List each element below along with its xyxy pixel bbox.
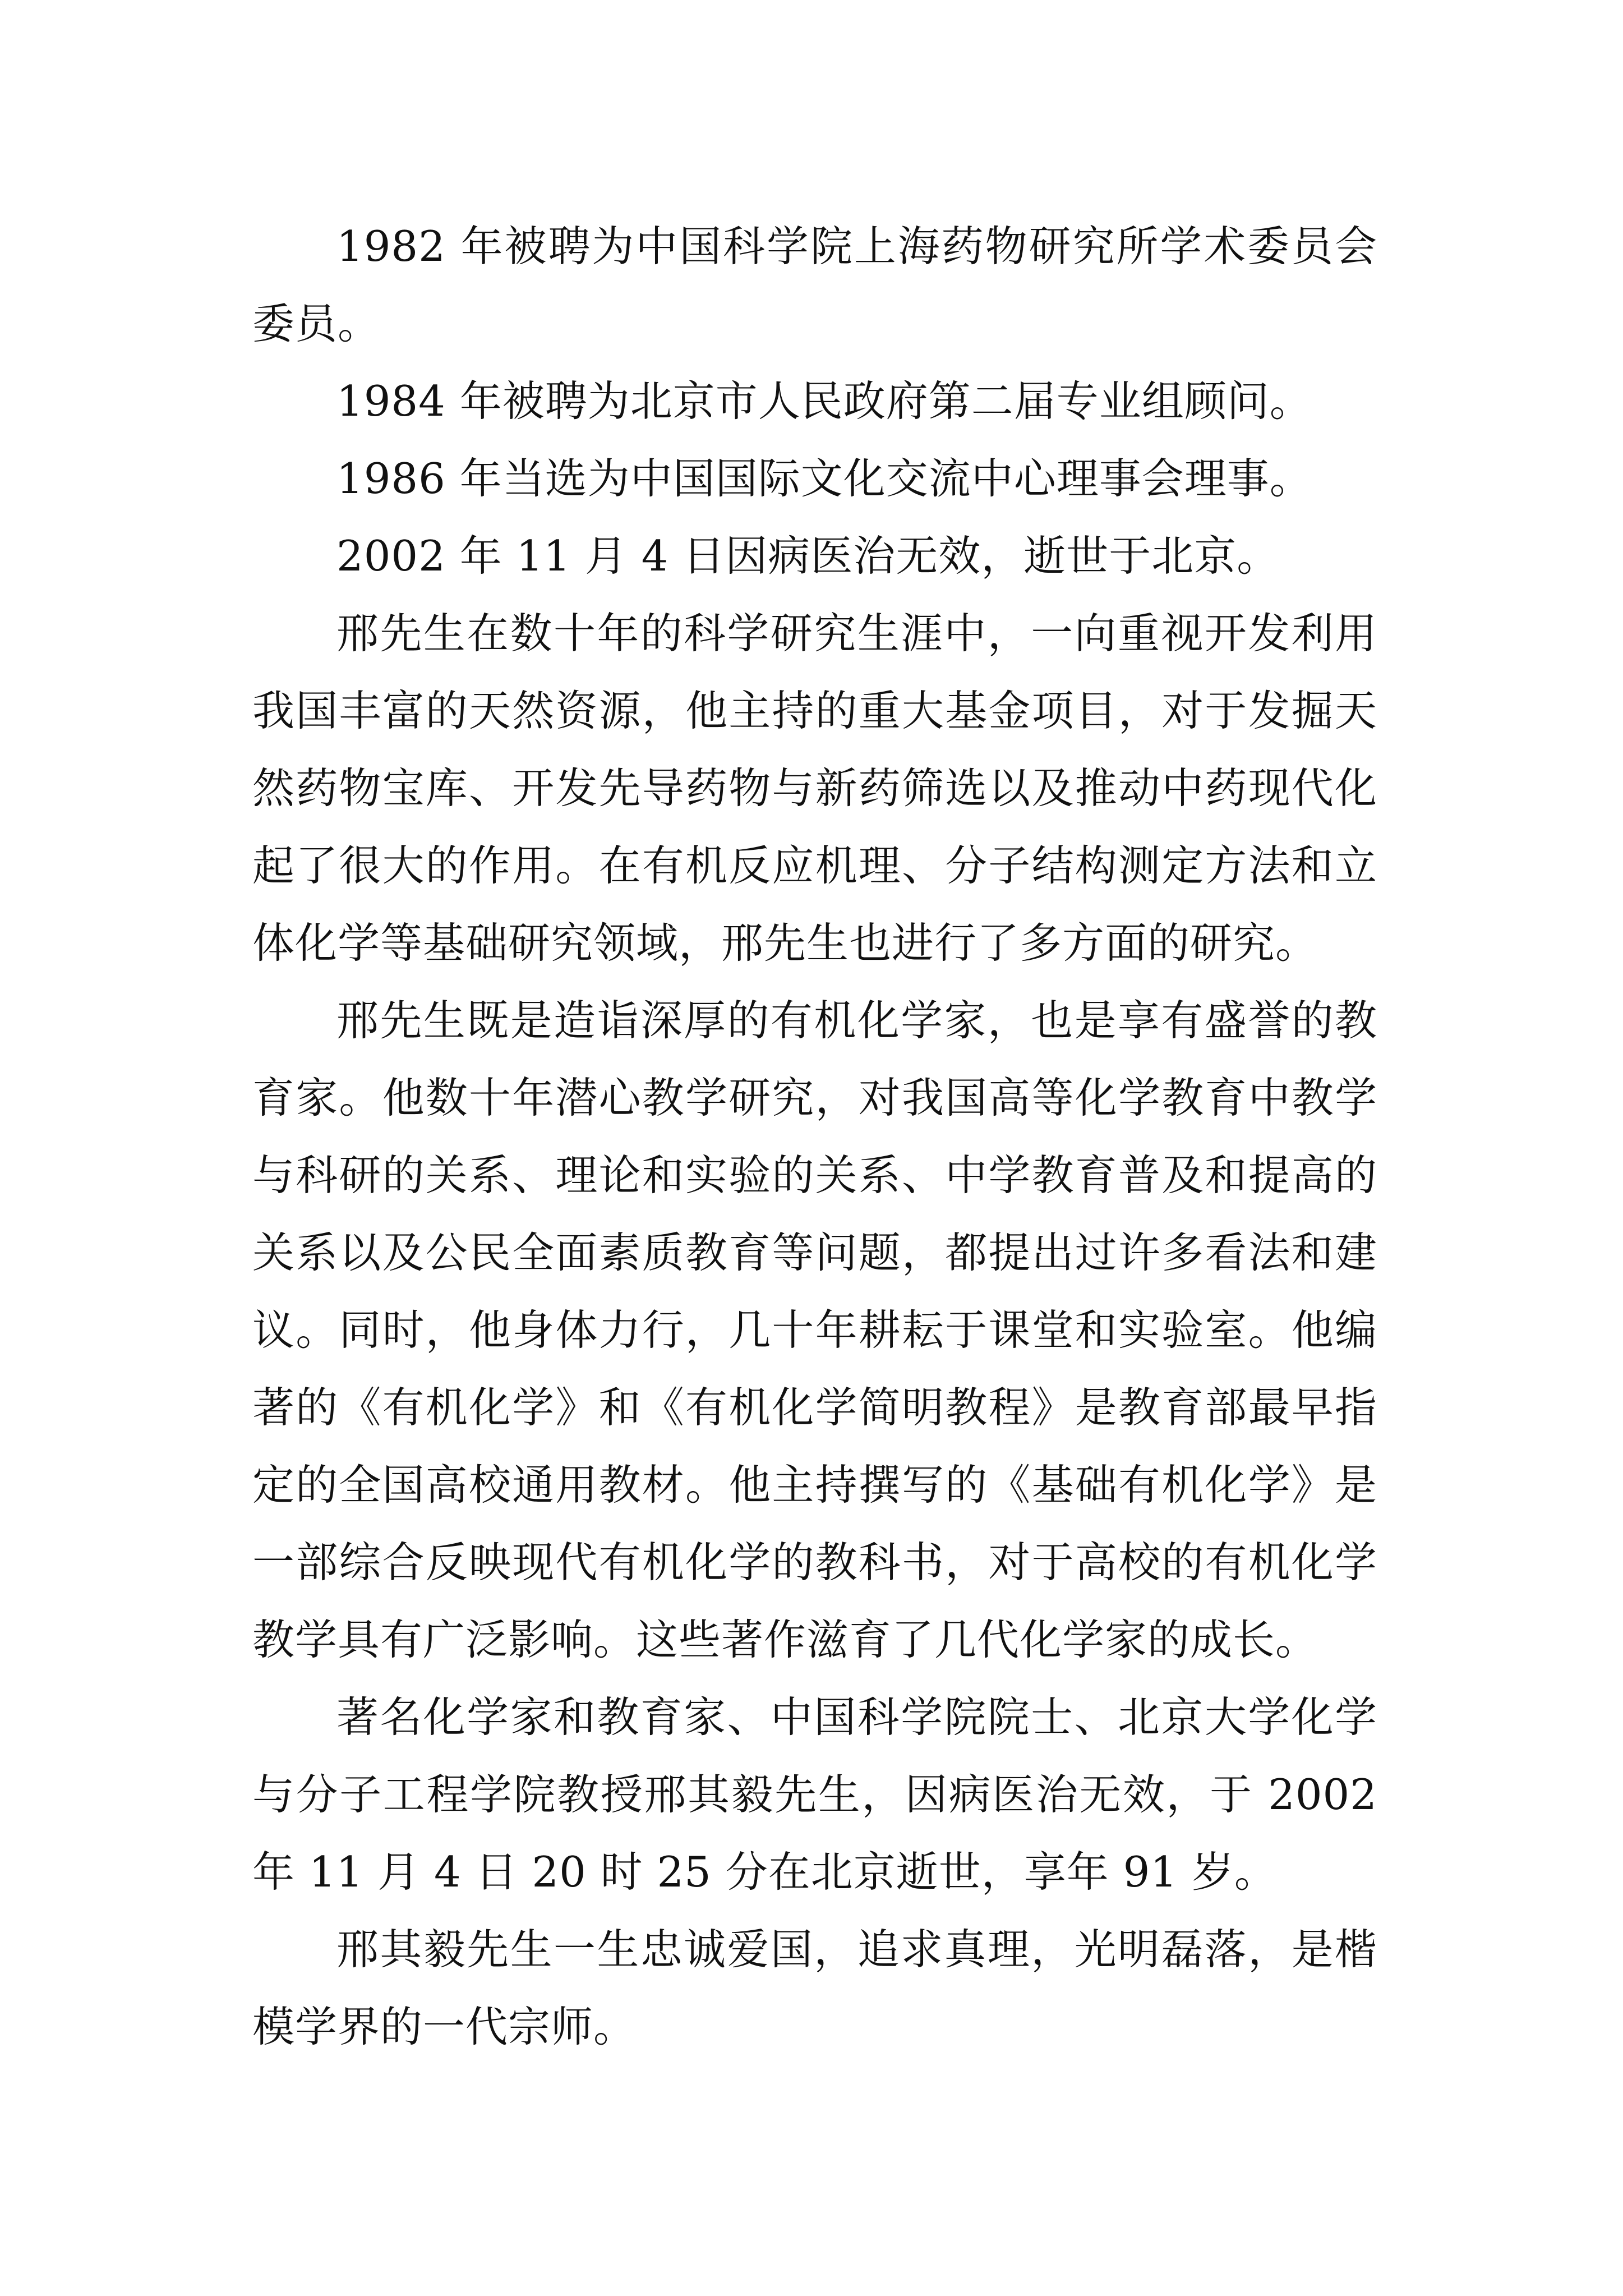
paragraph-tribute: 邢其毅先生一生忠诚爱国，追求真理，光明磊落，是楷模学界的一代宗师。 (252, 1925, 1377, 2051)
paragraph-research: 邢先生在数十年的科学研究生涯中，一向重视开发利用我国丰富的天然资源，他主持的重大基金项目，对于发掘天然药物宝库、开发先导药物与新药筛选以及推动中药现代化起了很大的作用。在有机反应机理、分子结构测定方法和立体化学等基础研究领域，邢先生也进行了多方面的研究。 (252, 609, 1377, 968)
paragraph-obituary: 著名化学家和教育家、中国科学院院士、北京大学化学与分子工程学院教授邢其毅先生，因病医治无效，于 2002 年 11 月 4 日 20 时 25 分在北京逝世，享年 91 岁。 (252, 1692, 1377, 1897)
document-body (252, 208, 1377, 2065)
paragraph-education: 邢先生既是造诣深厚的有机化学家，也是享有盛誉的教育家。他数十年潜心教学研究，对我国高等化学教育中教学与科研的关系、理论和实验的关系、中学教育普及和提高的关系以及公民全面素质教育等问题，都提出过许多看法和建议。同时，他身体力行，几十年耕耘于课堂和实验室。他编著的《有机化学》和《有机化学简明教程》是教育部最早指定的全国高校通用教材。他主持撰写的《基础有机化学》是一部综合反映现代有机化学的教科书，对于高校的有机化学教学具有广泛影响。这些著作滋育了几代化学家的成长。 (252, 996, 1377, 1664)
paragraph-1984: 1984 年被聘为北京市人民政府第二届专业组顾问。 (336, 376, 1312, 426)
paragraph-2002: 2002 年 11 月 4 日因病医治无效，逝世于北京。 (336, 531, 1280, 581)
paragraph-1982: 1982 年被聘为中国科学院上海药物研究所学术委员会委员。 (252, 222, 1377, 348)
paragraph-1986: 1986 年当选为中国国际文化交流中心理事会理事。 (336, 454, 1312, 503)
